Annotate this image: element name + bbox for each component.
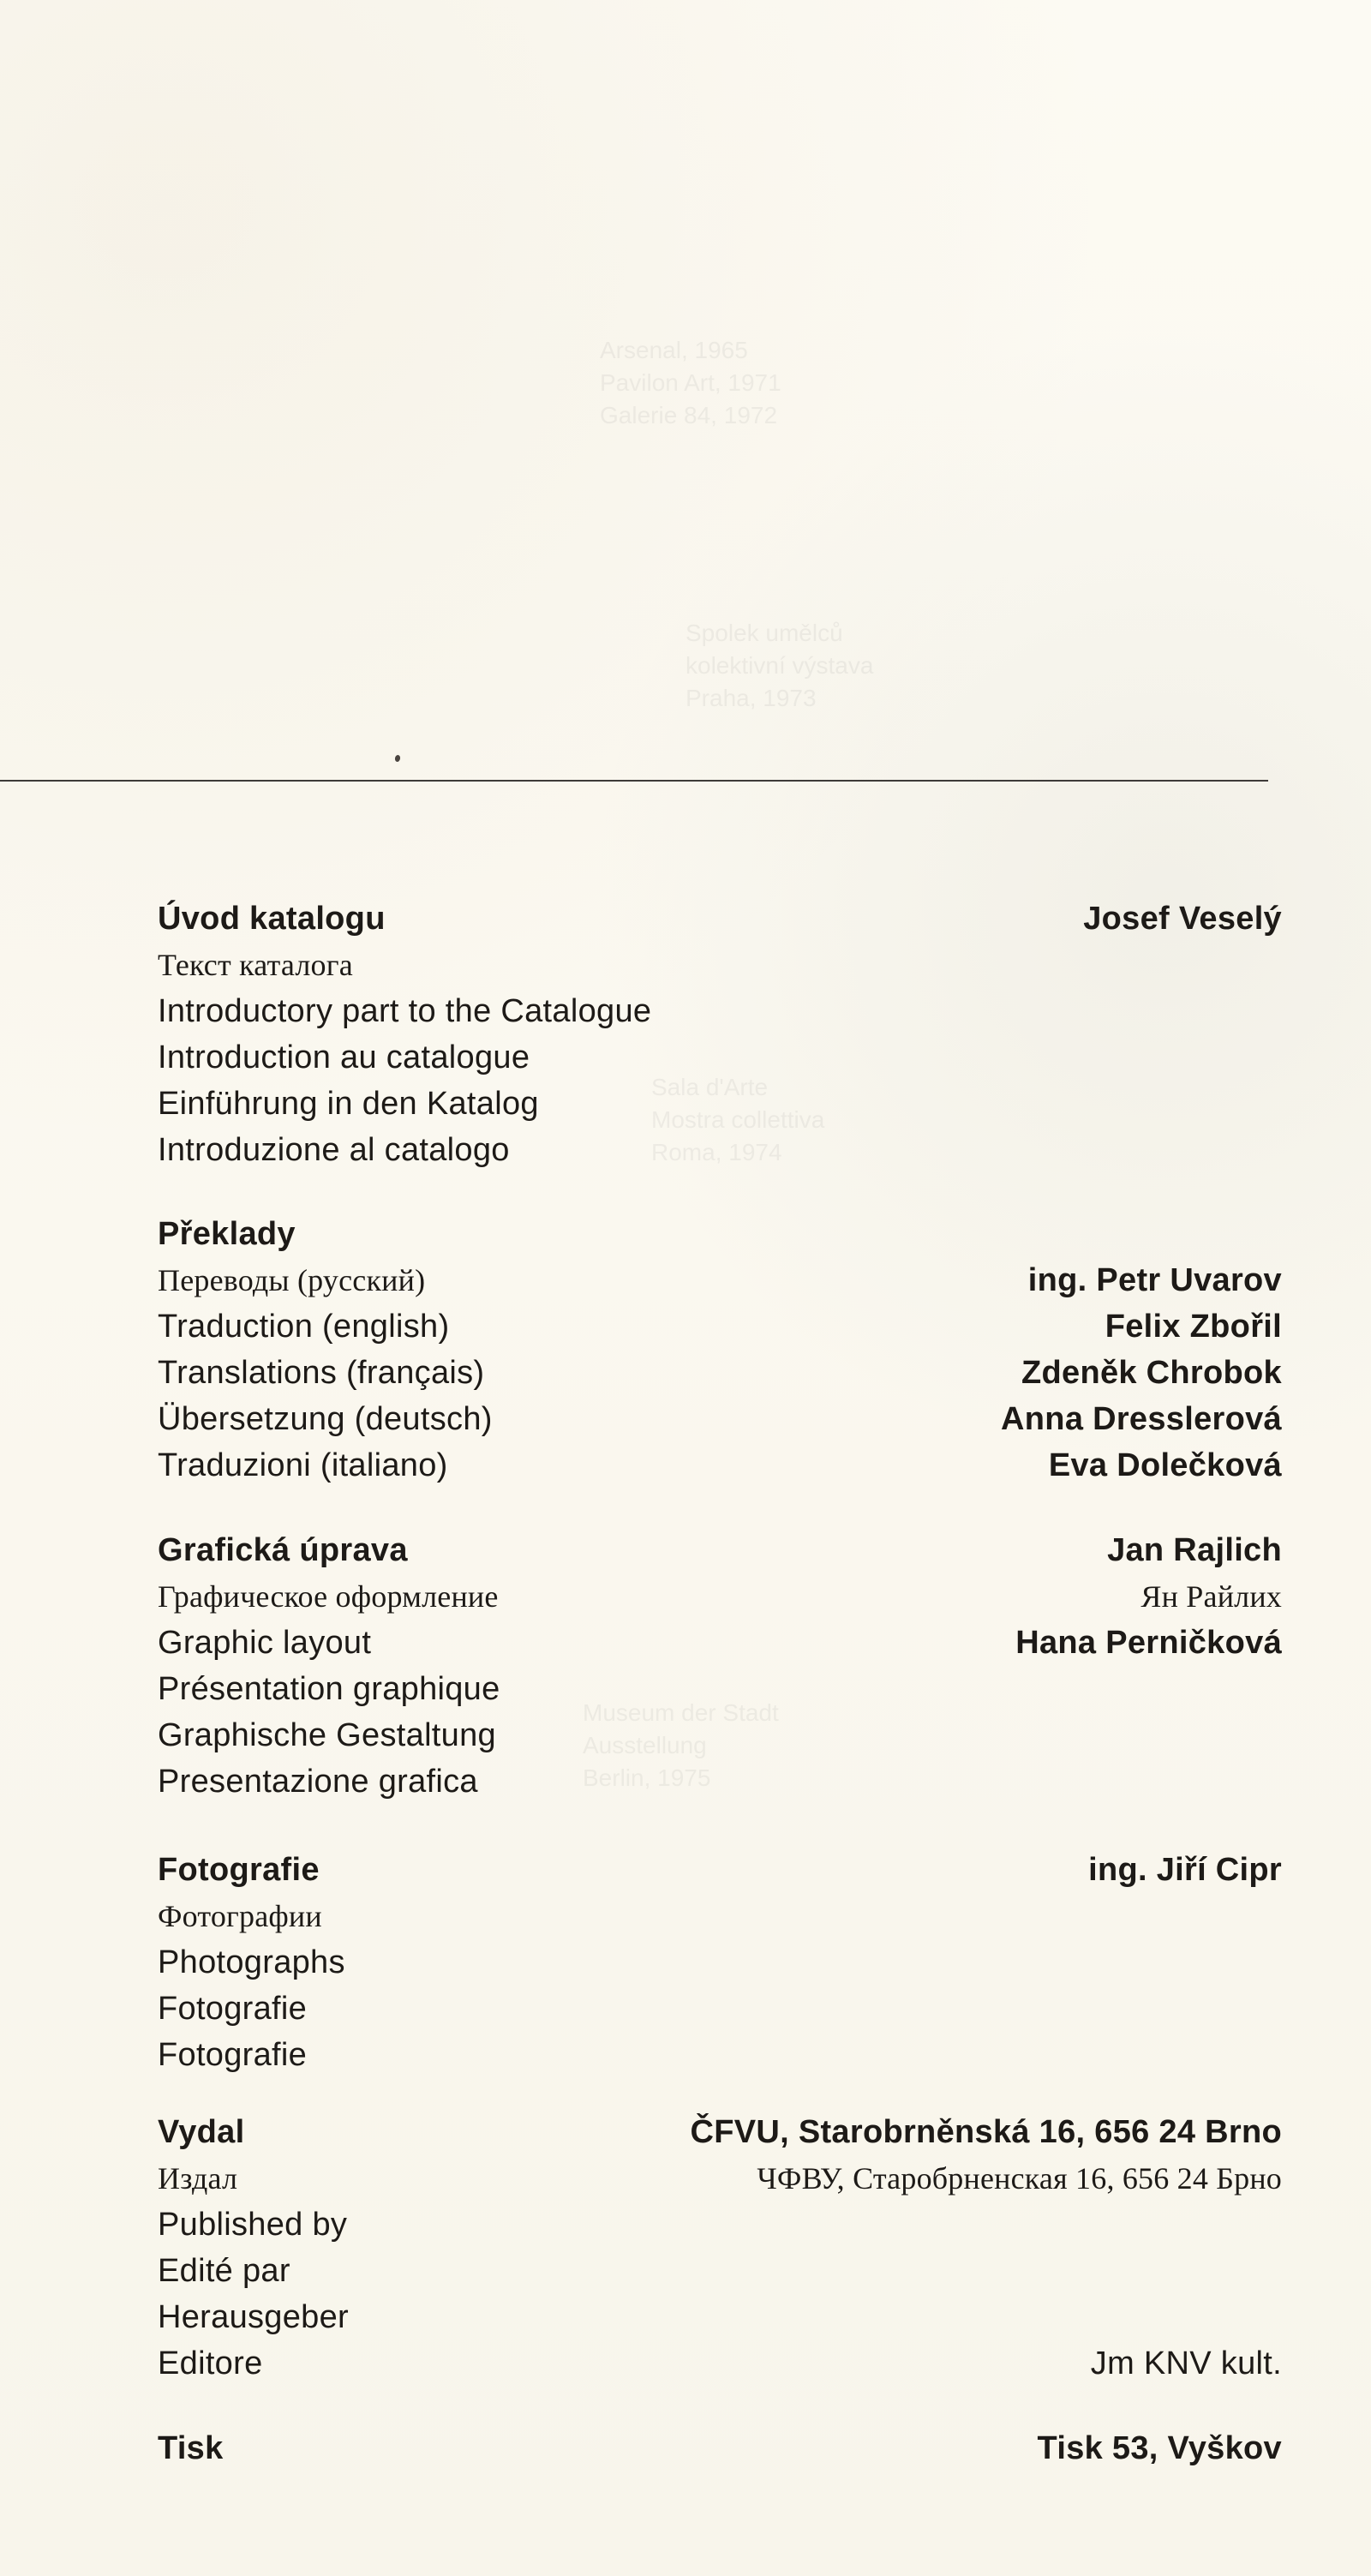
- show-through-text-3: Sala d'Arte Mostra collettiva Roma, 1974: [651, 1074, 825, 1165]
- preklady-line-en: Traduction (english): [158, 1309, 450, 1345]
- preklady-row: [158, 1257, 1282, 1303]
- preklady-line-it: Traduzioni (italiano): [158, 1447, 448, 1483]
- uvod-line-row: [158, 1034, 1282, 1081]
- graficka-line-it: Presentazione grafica: [158, 1764, 478, 1800]
- section-heading-row: [158, 2109, 1282, 2155]
- uvod-line-de: Einführung in den Katalog: [158, 1086, 539, 1122]
- preklady-row: [158, 1350, 1282, 1396]
- section-fotografie: [158, 1847, 1282, 2078]
- vydal-note: Jm KNV kult.: [1090, 2345, 1282, 2381]
- preklady-line-de: Übersetzung (deutsch): [158, 1401, 493, 1437]
- graficka-line-de: Graphische Gestaltung: [158, 1717, 496, 1753]
- fotografie-row: [158, 1939, 1282, 1986]
- uvod-line-row: [158, 988, 1282, 1034]
- vydal-line-it: Editore: [158, 2345, 263, 2381]
- preklady-person-2: Felix Zbořil: [1105, 1309, 1282, 1345]
- graficka-person-3: Hana Perničková: [1015, 1625, 1282, 1661]
- graficka-line-ru: Графическое оформление: [158, 1579, 499, 1614]
- graficka-row: [158, 1666, 1282, 1712]
- preklady-person-3: Zdeněk Chrobok: [1021, 1355, 1282, 1391]
- vydal-row: [158, 2294, 1282, 2340]
- vydal-row: [158, 2155, 1282, 2202]
- fotografie-line-en: Photographs: [158, 1944, 345, 1980]
- graficka-person-1: Jan Rajlich: [1107, 1532, 1282, 1568]
- vydal-row: [158, 2202, 1282, 2248]
- preklady-person-1: ing. Petr Uvarov: [1027, 1262, 1282, 1298]
- graficka-row: [158, 1758, 1282, 1805]
- fotografie-heading: Fotografie: [158, 1852, 320, 1888]
- graficka-row: [158, 1573, 1282, 1620]
- section-heading-row: [158, 1211, 1282, 1257]
- preklady-row: [158, 1303, 1282, 1350]
- uvod-line-en: Introductory part to the Catalogue: [158, 993, 652, 1029]
- graficka-heading: Grafická úprava: [158, 1532, 408, 1568]
- vydal-line-en: Published by: [158, 2207, 348, 2243]
- fotografie-row: [158, 2032, 1282, 2078]
- preklady-line-fr: Translations (français): [158, 1355, 485, 1391]
- section-uvod-katalogu: [158, 896, 1282, 1173]
- show-through-text-2: Spolek umělců kolektivní výstava Praha, 1973: [686, 620, 874, 711]
- uvod-line-fr: Introduction au catalogue: [158, 1039, 530, 1075]
- preklady-line-ru: Переводы (русский): [158, 1263, 426, 1297]
- tisk-printer: Tisk 53, Vyškov: [1037, 2430, 1282, 2466]
- graficka-person-2: Ян Райлих: [1141, 1579, 1282, 1614]
- ink-speck: [394, 754, 401, 762]
- show-through-text-1: Arsenal, 1965 Pavilon Art, 1971 Galerie 84, 1972: [600, 337, 781, 428]
- fotografie-line-fr: Fotografie: [158, 1991, 308, 2027]
- section-heading-row: [158, 1527, 1282, 1573]
- uvod-line-ru: Текст каталога: [158, 948, 353, 982]
- section-vydal: [158, 2109, 1282, 2387]
- graficka-row: [158, 1620, 1282, 1666]
- section-heading-row: [158, 2425, 1282, 2471]
- uvod-line-row: [158, 942, 1282, 988]
- vydal-line-fr: Edité par: [158, 2253, 290, 2289]
- uvod-line-it: Introduzione al catalogo: [158, 1132, 510, 1168]
- fotografie-row: [158, 1986, 1282, 2032]
- fotografie-line-ru: Фотографии: [158, 1899, 322, 1933]
- preklady-row: [158, 1442, 1282, 1489]
- preklady-row: [158, 1396, 1282, 1442]
- vydal-row: [158, 2248, 1282, 2294]
- section-preklady: [158, 1211, 1282, 1489]
- preklady-person-5: Eva Dolečková: [1048, 1447, 1282, 1483]
- uvod-author: Josef Veselý: [1083, 901, 1282, 937]
- fotografie-row: [158, 1893, 1282, 1939]
- graficka-line-fr: Présentation graphique: [158, 1671, 500, 1707]
- section-tisk: [158, 2425, 1282, 2471]
- uvod-line-row: [158, 1081, 1282, 1127]
- section-graficka-uprava: [158, 1527, 1282, 1805]
- show-through-text-4: Museum der Stadt Ausstellung Berlin, 1975: [583, 1699, 779, 1791]
- vydal-line-ru: Издал: [158, 2161, 238, 2196]
- uvod-line-row: [158, 1127, 1282, 1173]
- fotografie-author: ing. Jiří Cipr: [1088, 1852, 1282, 1888]
- publisher-cs: ČFVU, Starobrněnská 16, 656 24 Brno: [690, 2114, 1282, 2150]
- graficka-row: [158, 1712, 1282, 1758]
- graficka-line-en: Graphic layout: [158, 1625, 372, 1661]
- section-heading-row: [158, 1847, 1282, 1893]
- vydal-heading: Vydal: [158, 2114, 245, 2150]
- preklady-person-4: Anna Dresslerová: [1001, 1401, 1282, 1437]
- fotografie-line-de: Fotografie: [158, 2037, 308, 2073]
- vydal-row: [158, 2340, 1282, 2387]
- uvod-heading: Úvod katalogu: [158, 901, 386, 937]
- publisher-ru: ЧФВУ, Старобрненская 16, 656 24 Брно: [757, 2161, 1282, 2196]
- vydal-line-de: Herausgeber: [158, 2299, 349, 2335]
- horizontal-rule: [0, 780, 1268, 782]
- tisk-heading: Tisk: [158, 2430, 224, 2466]
- section-heading-row: [158, 896, 1282, 942]
- preklady-heading: Překlady: [158, 1216, 296, 1252]
